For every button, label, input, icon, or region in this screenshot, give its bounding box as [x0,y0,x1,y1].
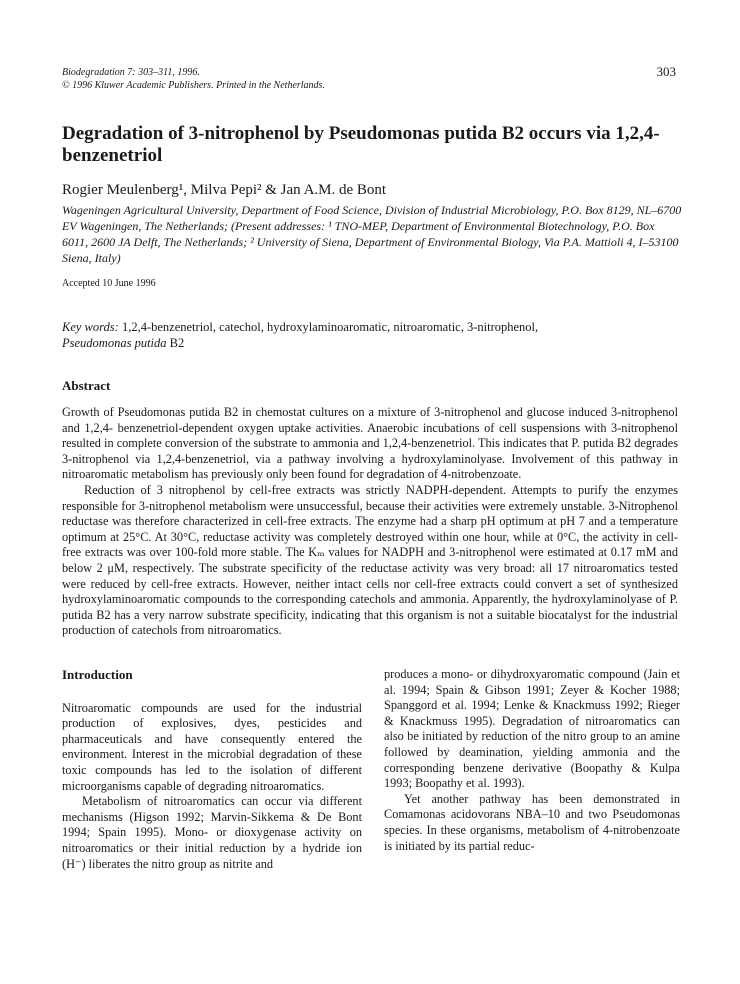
left-column [62,667,362,872]
keywords-organism: Pseudomonas putida [62,336,167,350]
keywords-label: Key words: [62,320,119,334]
intro-paragraph-3: produces a mono- or dihydroxyaromatic compound (Jain et al. 1994; Spain & Gibson 1991; Zeyer & Kocher 1988; Spanggord et al. 1994; Lenke & Knackmuss 1992; Rieger & Knackmuss 1995). Degradation of nitroaromatics can also be initiated by reduction of the nitro group to an amine followed by deamination, yielding ammonia and the corresponding benzene derivative (Boopathy & Kulpa 1993; Boopathy et al. 1993). [384,667,680,791]
affiliation: Wageningen Agricultural University, Department of Food Science, Division of Industrial Microbiology, P.O. Box 8129, NL–6700 EV Wageningen, The Netherlands; (Present addresses: ¹ TNO-MEP, Department of Environmental Biotechnology, P.O. Box 6011, 2600 JA Delft, The Netherlands; ² University of Siena, Department of Environmental Biology, Via P.A. Mattioli 4, I–53100 Siena, Italy) [62,203,682,265]
paper-title: Degradation of 3-nitrophenol by Pseudomonas putida B2 occurs via 1,2,4-benzenetriol [62,123,660,166]
intro-paragraph-1: Nitroaromatic compounds are used for the industrial production of explosives, dyes, pesticides and pharmaceuticals and have consequently entered the environment. Interest in the microbial degradation of these toxic compounds has led to the isolation of different microorganisms capable of degrading nitroaromatics. [62,700,362,793]
accepted-date: Accepted 10 June 1996 [62,278,156,289]
abstract-paragraph-2: Reduction of 3 nitrophenol by cell-free extracts was strictly NADPH-dependent. Attempts to purify the enzymes responsible for 3-nitrophenol metabolism were unsuccessful, because their activities were extremely unstable. 3-Nitrophenol reductase was therefore characterized in cell-free extracts. The enzyme had a sharp pH optimum at pH 7 and a temperature optimum at 25°C. At 30°C, reductase activity was completely destroyed within one hour, while at 0°C, the activity in cell-free extracts was over 100-fold more stable. The Kₘ values for NADPH and 3-nitrophenol were estimated at 0.17 mM and below 2 μM, respectively. The substrate specificity of the reductase activity was very broad: all 17 nitroaromatics tested were reduced by cell-free extracts. However, neither intact cells nor cell-free extracts could convert a set of synthesized hydroxylaminoaromatic compounds to the corresponding catechols and ammonia. Apparently, the hydroxylaminolyase of P. putida B2 has a very narrow substrate specificity, indicating that this organism is not a suitable biocatalyst for the industrial production of catechols from nitroaromatics. [62,482,678,638]
right-column [384,667,680,854]
intro-paragraph-4: Yet another pathway has been demonstrated in Comamonas acidovorans NBA–10 and two Pseudomonas species. In these organisms, metabolism of 4-nitrobenzoate is initiated by its partial reduc- [384,791,680,853]
intro-paragraph-2: Metabolism of nitroaromatics can occur via different mechanisms (Higson 1992; Marvin-Sikkema & De Bont 1994; Spain 1995). Mono- or dioxygenase activity on nitroaromatics or their initial reduction by a hydride ion (H⁻) liberates the nitro group as nitrite and [62,794,362,871]
journal-line-1: Biodegradation 7: 303–311, 1996. [62,67,200,78]
journal-citation [62,66,325,92]
keywords-line-2 [62,335,682,351]
abstract-body [62,405,678,639]
page-number: 303 [656,64,676,79]
keywords-line-1: 1,2,4-benzenetriol, catechol, hydroxylaminoaromatic, nitroaromatic, 3-nitrophenol, [118,320,539,334]
keywords [62,319,682,351]
abstract-heading: Abstract [62,378,111,393]
keywords-strain: B2 [166,336,185,350]
author-list: Rogier Meulenberg¹, Milva Pepi² & Jan A.M. de Bont [62,182,387,198]
introduction-heading: Introduction [62,667,133,682]
journal-line-2: © 1996 Kluwer Academic Publishers. Printed in the Netherlands. [62,80,325,91]
abstract-paragraph-1: Growth of Pseudomonas putida B2 in chemostat cultures on a mixture of 3-nitrophenol and glucose induced 3-nitrophenol and 1,2,4- benzenetriol-dependent oxygen uptake activities. Anaerobic incubations of cell suspensions with 3-nitrophenol resulted in complete conversion of the substrate to ammonia and 1,2,4-benzenetriol. This indicates that P. putida B2 degrades 3-nitrophenol via 1,2,4-benzenetriol, via a pathway involving a hydroxylaminolyase. Involvement of this pathway in nitroaromatic metabolism has previously only been found for degradation of 4-nitrobenzoate. [62,405,678,482]
